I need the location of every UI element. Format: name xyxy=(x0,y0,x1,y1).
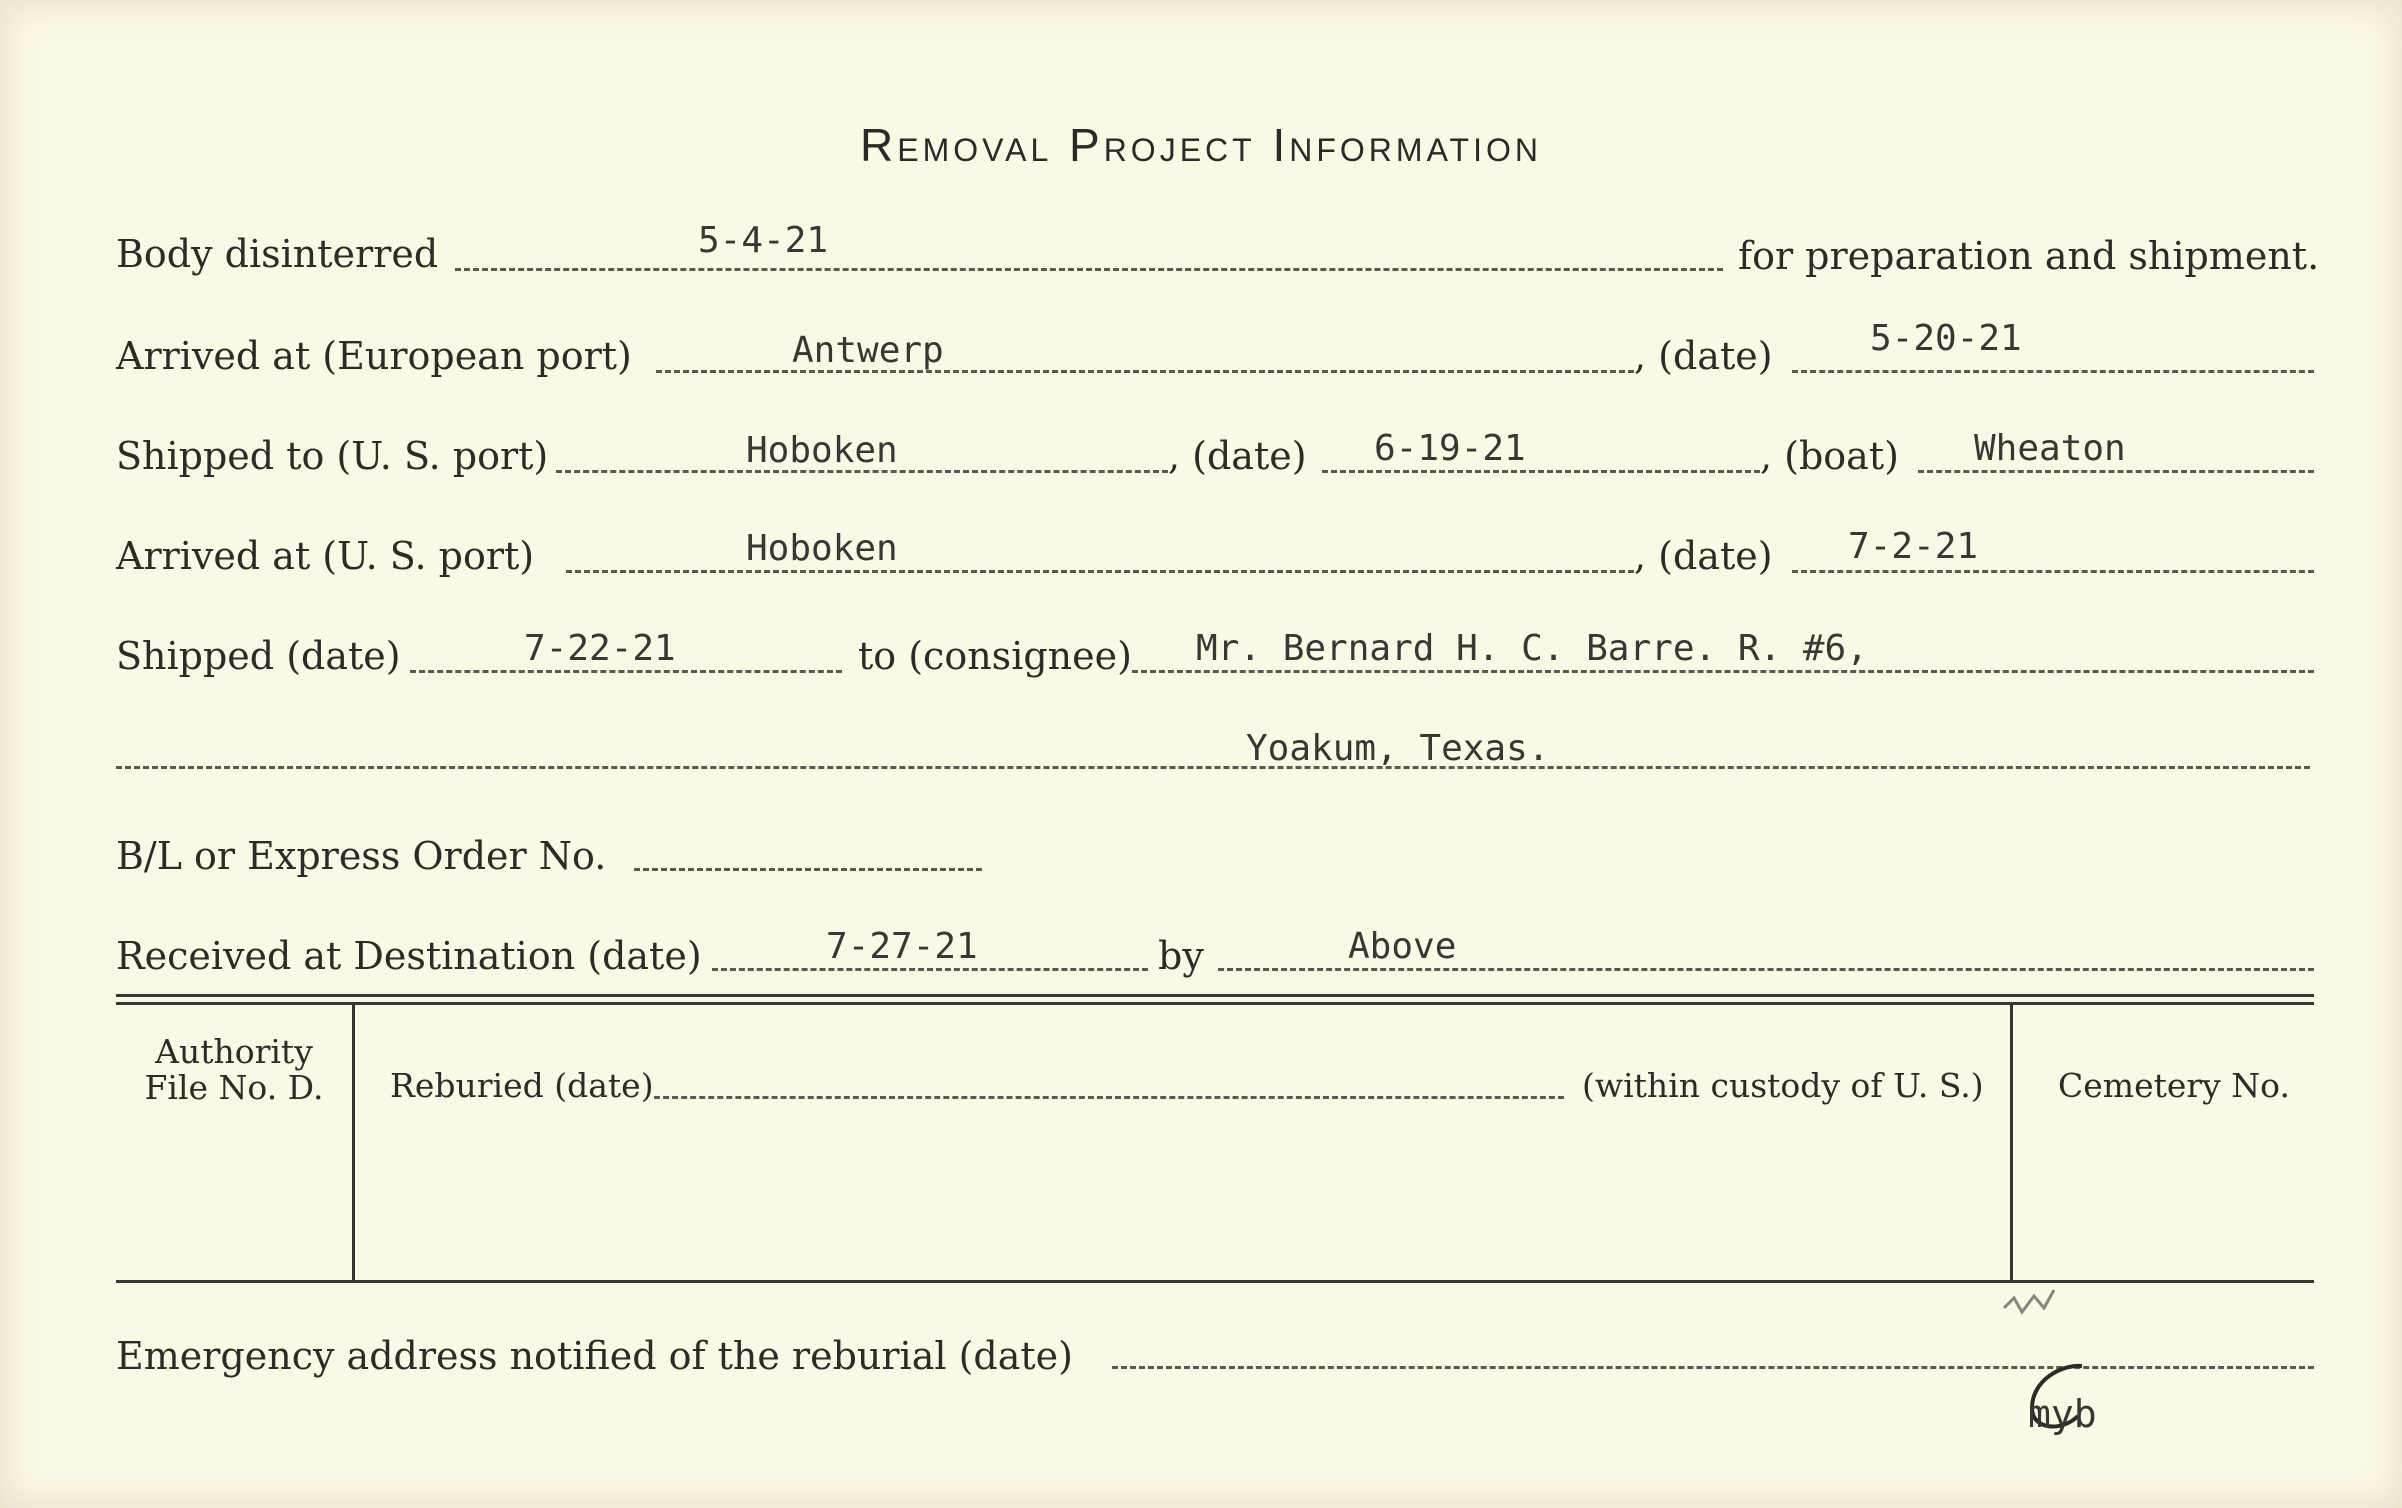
received-by: Above xyxy=(1348,926,1457,967)
box-top-rule xyxy=(116,994,2314,997)
box-bottom-rule xyxy=(116,1280,2314,1283)
eu-port-date: 5-20-21 xyxy=(1870,318,2022,359)
arrived-us-label: Arrived at (U. S. port) xyxy=(116,534,535,578)
shipped-us-date-line xyxy=(1322,470,1760,473)
eu-port-date-label: , (date) xyxy=(1634,334,1773,378)
emergency-line xyxy=(1112,1366,2314,1369)
arrived-us-line xyxy=(566,570,1634,573)
boat-label: , (boat) xyxy=(1760,434,1899,478)
consignee-label: to (consignee) xyxy=(858,634,1132,678)
consignee-line1: Mr. Bernard H. C. Barre. R. #6, xyxy=(1196,628,1868,669)
disinterred-label: Body disinterred xyxy=(116,232,439,276)
arrived-us-port: Hoboken xyxy=(746,528,898,569)
cemetery-label: Cemetery No. xyxy=(2058,1066,2290,1105)
shipped-date: 7-22-21 xyxy=(524,628,676,669)
arrived-us-date-line xyxy=(1792,570,2314,573)
consignee-line2: Yoakum, Texas. xyxy=(1246,728,1550,769)
boat-line xyxy=(1918,470,2314,473)
handwritten-mark xyxy=(2000,1282,2090,1362)
box-divider-left xyxy=(352,1004,355,1280)
received-by-line xyxy=(1218,968,2314,971)
boat-value: Wheaton xyxy=(1974,428,2126,469)
clerk-initials: myb xyxy=(2028,1392,2097,1436)
box-divider-right xyxy=(2010,1004,2013,1280)
received-label: Received at Destination (date) xyxy=(116,934,702,978)
authority-label xyxy=(118,1034,350,1106)
arrived-us-date: 7-2-21 xyxy=(1848,526,1979,567)
disinterred-line xyxy=(455,268,1723,271)
bl-line xyxy=(634,868,982,871)
bl-label: B/L or Express Order No. xyxy=(116,834,607,878)
reburied-line xyxy=(654,1096,1564,1099)
reburied-label: Reburied (date) xyxy=(390,1066,654,1105)
eu-port-label: Arrived at (European port) xyxy=(116,334,632,378)
authority-line2: File No. D. xyxy=(144,1068,324,1107)
shipped-date-label: Shipped (date) xyxy=(116,634,401,678)
card-title: Removal Project Information xyxy=(860,119,1542,171)
shipped-us-date: 6-19-21 xyxy=(1374,428,1526,469)
shipped-us-date-label: , (date) xyxy=(1168,434,1307,478)
consignee-line-2 xyxy=(116,766,2310,769)
received-by-label: by xyxy=(1158,934,1204,978)
disinterred-suffix: for preparation and shipment. xyxy=(1738,234,2320,278)
authority-line1: Authority xyxy=(155,1032,313,1071)
eu-port-value: Antwerp xyxy=(792,330,944,371)
shipped-date-line xyxy=(410,670,842,673)
shipped-us-port: Hoboken xyxy=(746,430,898,471)
received-date-line xyxy=(712,968,1148,971)
disinterred-date: 5-4-21 xyxy=(698,220,829,261)
shipped-us-label: Shipped to (U. S. port) xyxy=(116,434,549,478)
custody-label: (within custody of U. S.) xyxy=(1582,1066,1984,1105)
received-date: 7-27-21 xyxy=(826,926,978,967)
consignee-line xyxy=(1132,670,2314,673)
emergency-label: Emergency address notified of the reburial (date) xyxy=(116,1334,1073,1378)
box-top-rule-2 xyxy=(116,1002,2314,1005)
eu-port-date-line xyxy=(1792,370,2314,373)
arrived-us-date-label: , (date) xyxy=(1634,534,1773,578)
